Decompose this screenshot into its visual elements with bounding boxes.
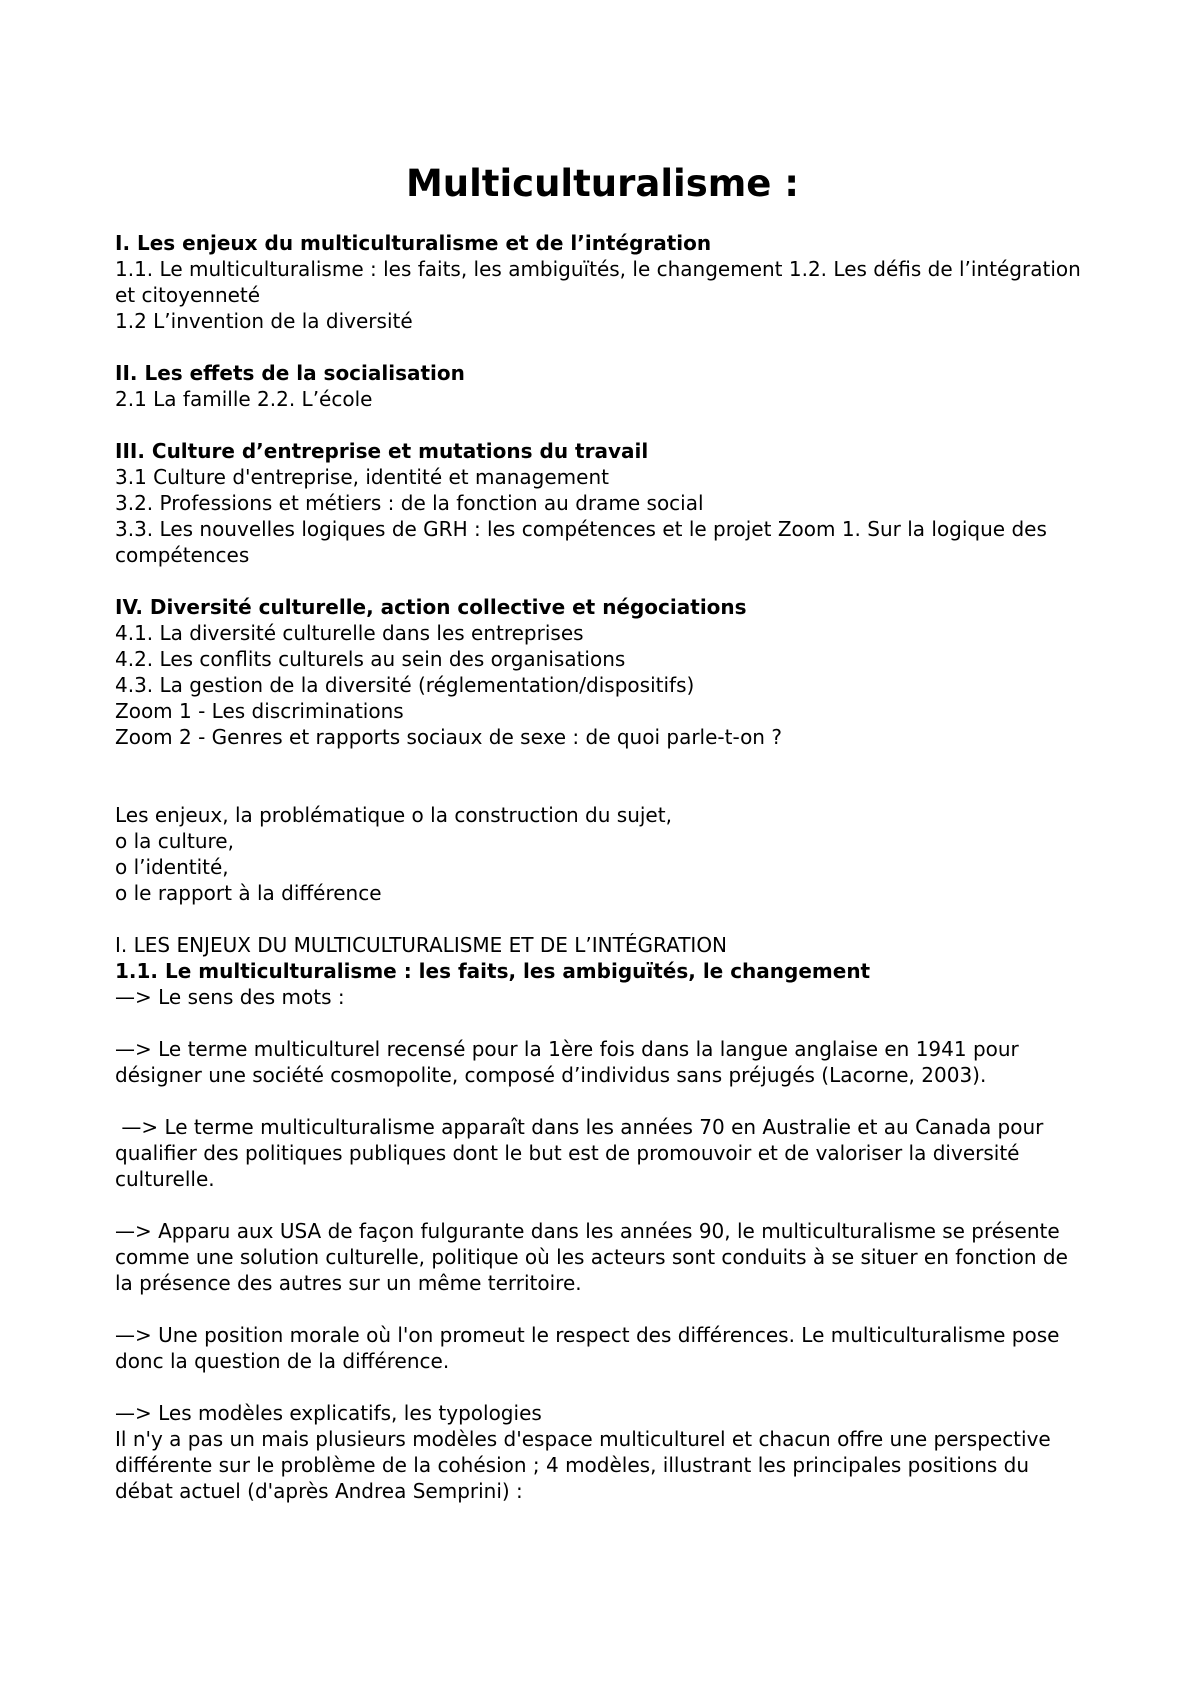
part1-paragraph-1: —> Le terme multiculturel recensé pour la 1ère fois dans la langue anglaise en 1941 pour désigner une société cosmopolite, composé d’individus sans préjugés (Lacorne, 2003). xyxy=(115,1037,1019,1087)
toc-section-2 xyxy=(115,360,1090,412)
part1-paragraph-3: —> Apparu aux USA de façon fulgurante dans les années 90, le multiculturalisme se présente comme une solution culturelle, politique où les acteurs sont conduits à se situer en fonction de la présence des autres sur un même territoire. xyxy=(115,1219,1068,1295)
enjeux-line: Les enjeux, la problématique o la construction du sujet, xyxy=(115,803,672,827)
part1-paragraph-5: Il n'y a pas un mais plusieurs modèles d'espace multiculturel et chacun offre une perspective différente sur le problème de la cohésion ; 4 modèles, illustrant les principales positions du débat actuel (d'après Andrea Semprini) : xyxy=(115,1427,1051,1503)
toc-line: 2.1 La famille 2.2. L’école xyxy=(115,387,373,411)
toc-section-3 xyxy=(115,438,1090,568)
part1-paragraph-5-title: —> Les modèles explicatifs, les typologies xyxy=(115,1401,542,1425)
toc-heading: I. Les enjeux du multiculturalisme et de l’intégration xyxy=(115,231,712,255)
part1-heading: I. LES ENJEUX DU MULTICULTURALISME ET DE L’INTÉGRATION xyxy=(115,933,728,957)
toc-heading: III. Culture d’entreprise et mutations du travail xyxy=(115,439,649,463)
enjeux-line: o la culture, xyxy=(115,829,234,853)
part1-paragraph-4: —> Une position morale où l'on promeut le respect des différences. Le multiculturalisme pose donc la question de la différence. xyxy=(115,1323,1060,1373)
toc-section-1 xyxy=(115,230,1090,334)
toc-line: 4.1. La diversité culturelle dans les entreprises xyxy=(115,621,584,645)
toc-line: Zoom 1 - Les discriminations xyxy=(115,699,404,723)
toc-line: Zoom 2 - Genres et rapports sociaux de sexe : de quoi parle-t-on ? xyxy=(115,725,782,749)
toc-heading: IV. Diversité culturelle, action collective et négociations xyxy=(115,595,747,619)
part1-subheading: 1.1. Le multiculturalisme : les faits, les ambiguïtés, le changement xyxy=(115,959,871,983)
toc-line: 3.1 Culture d'entreprise, identité et management xyxy=(115,465,609,489)
toc-line: 3.2. Professions et métiers : de la fonction au drame social xyxy=(115,491,704,515)
toc-line: 4.3. La gestion de la diversité (réglementation/dispositifs) xyxy=(115,673,695,697)
part1-sens: —> Le sens des mots : xyxy=(115,985,345,1009)
toc-line: 1.2 L’invention de la diversité xyxy=(115,309,413,333)
toc-heading: II. Les effets de la socialisation xyxy=(115,361,465,385)
toc-line: 1.1. Le multiculturalisme : les faits, les ambiguïtés, le changement 1.2. Les défis de l’intégration et citoyenneté xyxy=(115,257,1081,307)
enjeux-line: o le rapport à la différence xyxy=(115,881,382,905)
toc-section-4 xyxy=(115,594,1090,750)
document-title: Multiculturalisme : xyxy=(405,162,800,205)
enjeux-line: o l’identité, xyxy=(115,855,229,879)
toc-line: 4.2. Les conflits culturels au sein des organisations xyxy=(115,647,626,671)
enjeux-list xyxy=(115,802,1090,906)
part1-section xyxy=(115,932,1090,1504)
part1-paragraph-2: —> Le terme multiculturalisme apparaît dans les années 70 en Australie et au Canada pour qualifier des politiques publiques dont le but est de promouvoir et de valoriser la diversité culturelle. xyxy=(115,1115,1050,1191)
toc-line: 3.3. Les nouvelles logiques de GRH : les compétences et le projet Zoom 1. Sur la logique des compétences xyxy=(115,517,1047,567)
